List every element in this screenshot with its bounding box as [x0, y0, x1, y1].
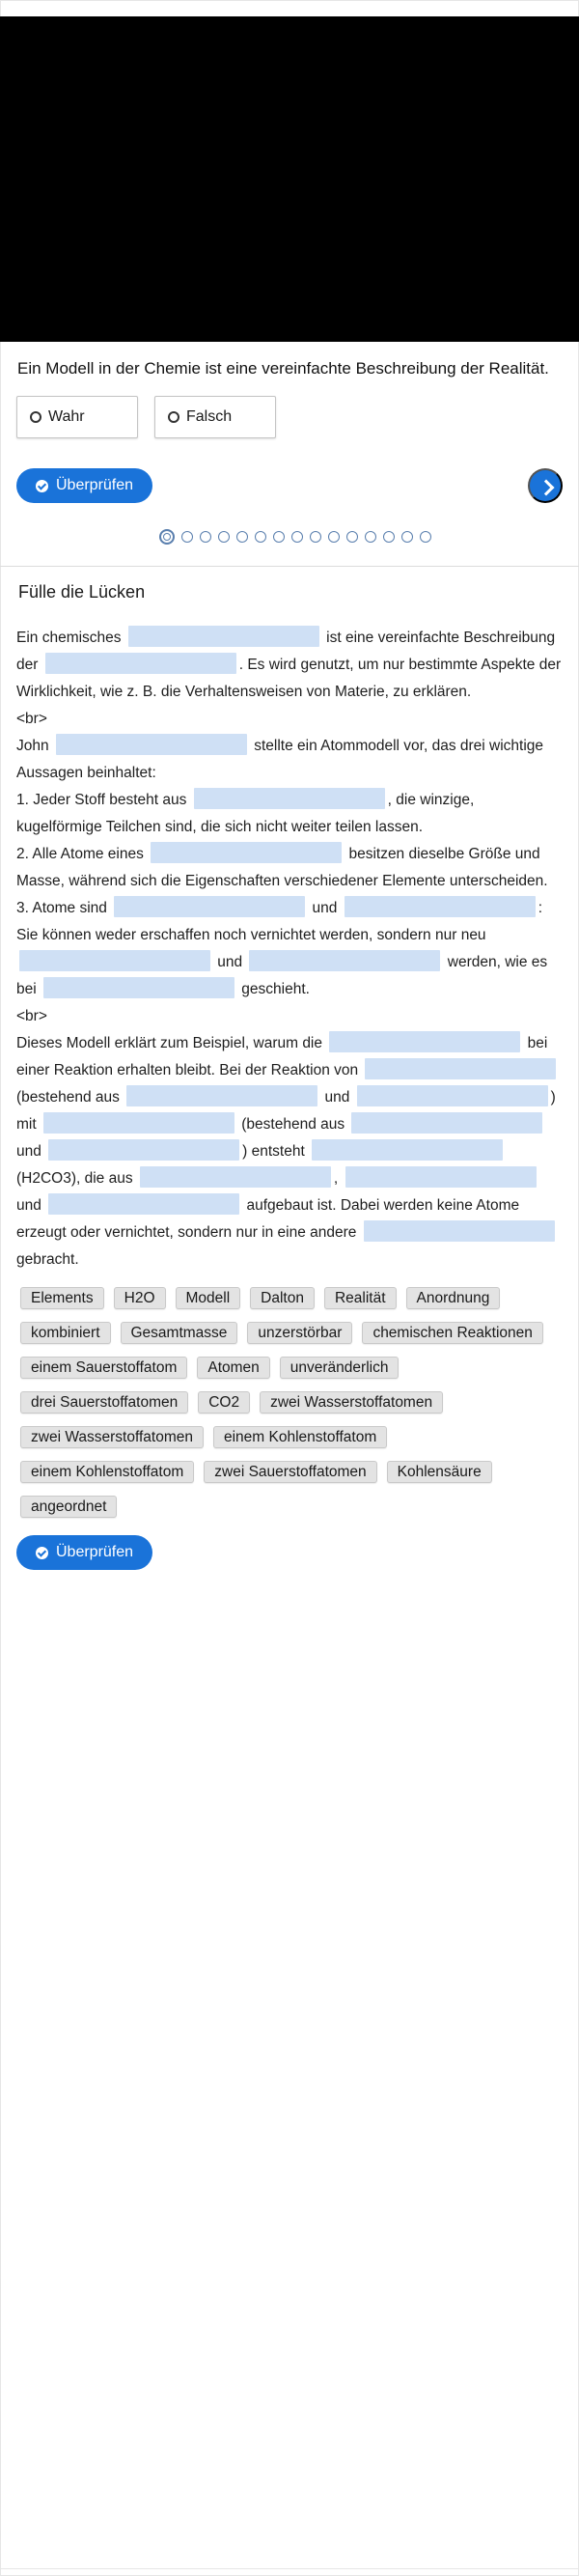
- draggable-word[interactable]: angeordnet: [20, 1496, 117, 1518]
- text-paragraph: [16, 1003, 563, 1030]
- bottom-border: [0, 2568, 579, 2569]
- draggable-word[interactable]: Realität: [324, 1287, 397, 1309]
- text-segment: und: [308, 900, 342, 916]
- text-segment: 3. Atome sind: [16, 900, 112, 916]
- blank-drop-zone[interactable]: [140, 1166, 331, 1188]
- text-segment: ) mit: [16, 1089, 556, 1133]
- blank-drop-zone[interactable]: [345, 896, 536, 917]
- progress-dot[interactable]: [200, 531, 211, 543]
- text-paragraph: [16, 706, 563, 733]
- draggable-word[interactable]: zwei Sauerstoffatomen: [204, 1461, 376, 1483]
- draggable-word[interactable]: Atomen: [197, 1357, 269, 1379]
- progress-dot[interactable]: [236, 531, 248, 543]
- fill-blanks-text: [16, 625, 563, 1274]
- answer-label: Wahr: [48, 408, 85, 425]
- blank-drop-zone[interactable]: [194, 788, 385, 809]
- blank-drop-zone[interactable]: [43, 977, 234, 998]
- text-segment: ist eine vereinfachte Beschreibung der: [16, 630, 556, 673]
- blank-drop-zone[interactable]: [48, 1139, 239, 1161]
- check-button[interactable]: [16, 468, 152, 503]
- text-segment: ) entsteht: [242, 1143, 310, 1160]
- draggable-word[interactable]: Gesamtmasse: [121, 1322, 238, 1344]
- next-question-button[interactable]: [528, 468, 563, 503]
- fill-blanks-actions: [16, 1535, 563, 1572]
- blank-drop-zone[interactable]: [56, 734, 247, 755]
- draggable-word[interactable]: kombiniert: [20, 1322, 111, 1344]
- blank-drop-zone[interactable]: [128, 626, 319, 647]
- question-actions: [0, 468, 579, 504]
- blank-drop-zone[interactable]: [19, 950, 210, 971]
- progress-dot[interactable]: [401, 531, 413, 543]
- draggable-word[interactable]: einem Sauerstoffatom: [20, 1357, 187, 1379]
- text-segment: bei einer Reaktion erhalten bleibt. Bei der Reaktion von: [16, 1035, 548, 1078]
- text-segment: . Es wird genutzt, um nur bestimmte Aspekte der Wirklichkeit, wie z. B. die Verhaltensweisen von Materie, zu erklären.: [16, 657, 562, 700]
- draggable-word[interactable]: Anordnung: [406, 1287, 501, 1309]
- draggable-word[interactable]: zwei Wasserstoffatomen: [260, 1391, 443, 1414]
- blank-drop-zone[interactable]: [357, 1085, 548, 1106]
- question-set: [0, 16, 579, 545]
- video-player[interactable]: [0, 16, 579, 342]
- progress-dot[interactable]: [291, 531, 303, 543]
- text-segment: <br>: [16, 711, 47, 727]
- draggable-word[interactable]: zwei Wasserstoffatomen: [20, 1426, 204, 1448]
- draggable-word[interactable]: einem Kohlenstoffatom: [213, 1426, 387, 1448]
- blank-drop-zone[interactable]: [364, 1220, 555, 1242]
- radio-icon: [30, 411, 41, 423]
- question-progress-dots: [0, 529, 579, 545]
- progress-dot[interactable]: [181, 531, 193, 543]
- draggable-word[interactable]: H2O: [114, 1287, 166, 1309]
- text-segment: , die winzige, kugelförmige Teilchen sind, die sich nicht weiter teilen lassen.: [16, 792, 475, 835]
- answer-options: [16, 396, 579, 438]
- answer-false[interactable]: [154, 396, 276, 438]
- progress-dot[interactable]: [159, 529, 175, 545]
- text-paragraph: [16, 787, 563, 841]
- text-segment: und: [16, 1143, 46, 1160]
- blank-drop-zone[interactable]: [45, 653, 236, 674]
- draggable-word[interactable]: drei Sauerstoffatomen: [20, 1391, 188, 1414]
- blank-drop-zone[interactable]: [126, 1085, 317, 1106]
- progress-dot[interactable]: [346, 531, 358, 543]
- radio-icon: [168, 411, 179, 423]
- text-paragraph: [16, 1030, 563, 1274]
- check-circle-icon: [36, 1547, 48, 1559]
- text-segment: John: [16, 738, 53, 754]
- progress-dot[interactable]: [255, 531, 266, 543]
- draggable-word[interactable]: Modell: [176, 1287, 241, 1309]
- section-divider: [0, 566, 579, 567]
- progress-dot[interactable]: [273, 531, 285, 543]
- text-paragraph: [16, 895, 563, 1003]
- check-button-label: Überprüfen: [56, 477, 134, 493]
- blank-drop-zone[interactable]: [114, 896, 305, 917]
- blank-drop-zone[interactable]: [48, 1193, 239, 1215]
- fill-blanks-title: Fülle die Lücken: [18, 582, 146, 602]
- text-paragraph: [16, 841, 563, 895]
- blank-drop-zone[interactable]: [351, 1112, 542, 1134]
- text-segment: 1. Jeder Stoff besteht aus: [16, 792, 191, 808]
- question-text: Ein Modell in der Chemie ist eine vereinfachte Beschreibung der Realität.: [17, 359, 549, 378]
- blank-drop-zone[interactable]: [43, 1112, 234, 1134]
- answer-label: Falsch: [186, 408, 233, 425]
- progress-dot[interactable]: [365, 531, 376, 543]
- text-segment: werden, wie es bei: [16, 954, 548, 997]
- blank-drop-zone[interactable]: [329, 1031, 520, 1052]
- progress-dot[interactable]: [218, 531, 230, 543]
- progress-dot[interactable]: [310, 531, 321, 543]
- text-segment: und: [16, 1197, 46, 1214]
- progress-dot[interactable]: [328, 531, 340, 543]
- progress-dot[interactable]: [420, 531, 431, 543]
- check-button-label: Überprüfen: [56, 1544, 134, 1560]
- blank-drop-zone[interactable]: [151, 842, 342, 863]
- draggable-word[interactable]: Elements: [20, 1287, 104, 1309]
- text-segment: besitzen dieselbe Größe und Masse, während sich die Eigenschaften verschiedener Elemente unterscheiden.: [16, 846, 548, 889]
- progress-dot[interactable]: [383, 531, 395, 543]
- text-segment: (H2CO3), die aus: [16, 1170, 137, 1187]
- text-segment: ,: [333, 1170, 343, 1187]
- draggable-word[interactable]: einem Kohlenstoffatom: [20, 1461, 194, 1483]
- blank-drop-zone[interactable]: [312, 1139, 503, 1161]
- blank-drop-zone[interactable]: [345, 1166, 537, 1188]
- text-segment: Ein chemisches: [16, 630, 125, 646]
- answer-true[interactable]: [16, 396, 138, 438]
- draggable-word[interactable]: chemischen Reaktionen: [362, 1322, 542, 1344]
- fill-in-the-blanks: [0, 582, 579, 1572]
- text-segment: <br>: [16, 1008, 47, 1024]
- check-circle-icon: [36, 480, 48, 492]
- blank-drop-zone[interactable]: [249, 950, 440, 971]
- blank-drop-zone[interactable]: [365, 1058, 556, 1079]
- draggable-word[interactable]: CO2: [198, 1391, 250, 1414]
- text-segment: : Sie können weder erschaffen noch vernichtet werden, sondern nur neu: [16, 900, 543, 943]
- text-paragraph: [16, 733, 563, 787]
- text-paragraph: [16, 625, 563, 706]
- word-bank: [16, 1287, 566, 1518]
- text-segment: aufgebaut ist. Dabei werden keine Atome erzeugt oder vernichtet, sondern nur in eine andere: [16, 1197, 520, 1241]
- text-segment: geschieht.: [237, 981, 310, 997]
- check-button[interactable]: [16, 1535, 152, 1570]
- draggable-word[interactable]: unzerstörbar: [247, 1322, 352, 1344]
- text-segment: (bestehend aus: [236, 1116, 349, 1133]
- draggable-word[interactable]: Kohlensäure: [387, 1461, 492, 1483]
- draggable-word[interactable]: Dalton: [250, 1287, 315, 1309]
- text-segment: gebracht.: [16, 1251, 79, 1268]
- text-segment: und: [320, 1089, 354, 1106]
- text-segment: und: [213, 954, 247, 970]
- text-segment: Dieses Modell erklärt zum Beispiel, warum die: [16, 1035, 327, 1051]
- draggable-word[interactable]: unveränderlich: [280, 1357, 400, 1379]
- text-segment: 2. Alle Atome eines: [16, 846, 149, 862]
- text-segment: (bestehend aus: [16, 1089, 124, 1106]
- text-segment: stellte ein Atommodell vor, das drei wichtige Aussagen beinhaltet:: [16, 738, 544, 781]
